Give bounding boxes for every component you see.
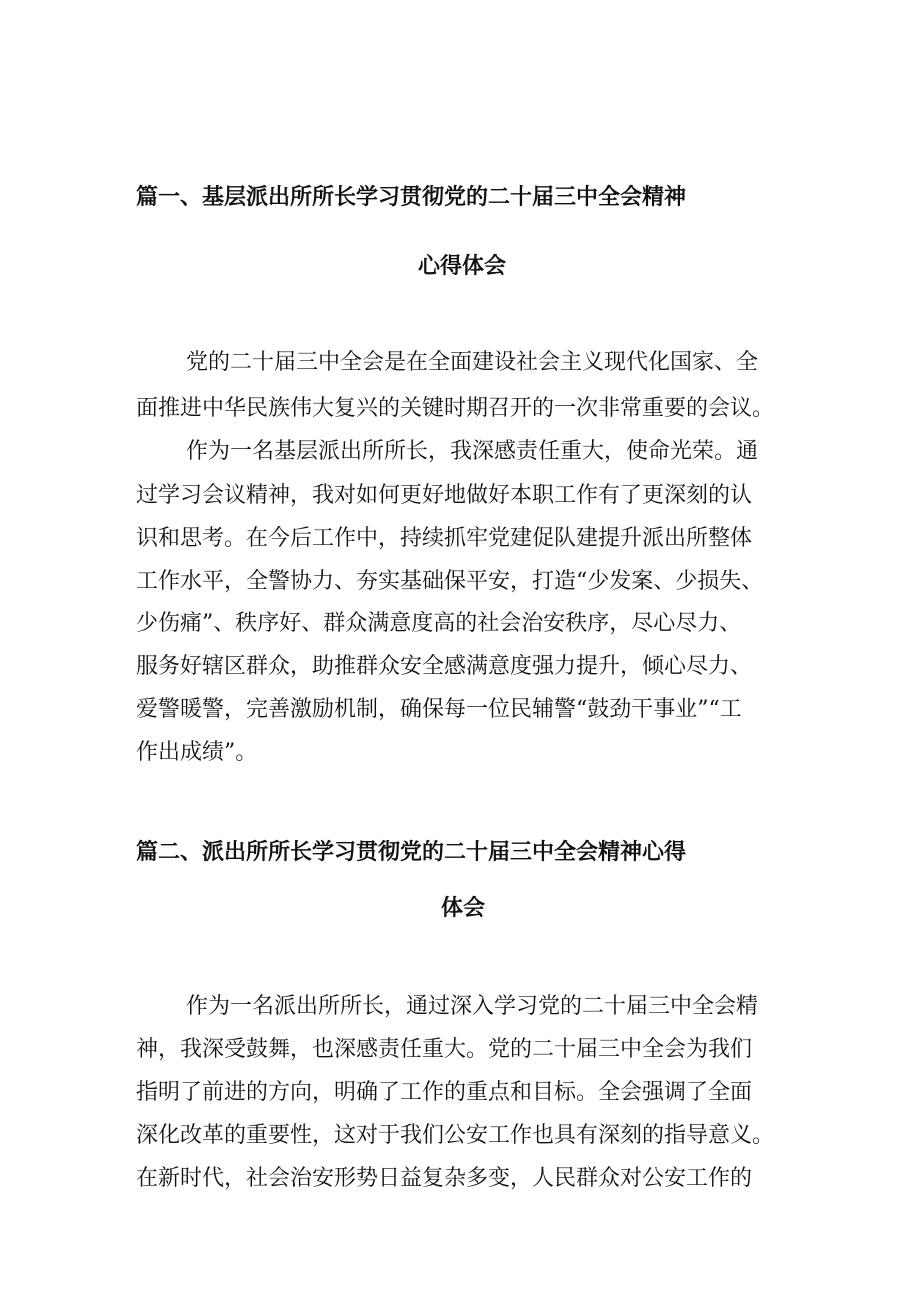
section2-paragraph-line: 深化改革的重要性，这对于我们公安工作也具有深刻的指导意义。 xyxy=(136,1123,775,1148)
section1-title-line1: 篇一、基层派出所所长学习贯彻党的二十届三中全会精神 xyxy=(136,185,687,210)
section1-title-line2: 心得体会 xyxy=(418,254,507,279)
section1-paragraph-line: 服务好辖区群众，助推群众安全感满意度强力提升，倾心尽力、 xyxy=(136,654,753,679)
section1-paragraph-line: 作出成绩”。 xyxy=(136,740,258,765)
section1-paragraph-line: 识和思考。在今后工作中，持续抓牢党建促队建提升派出所整体 xyxy=(136,526,753,551)
section1-paragraph-line: 面推进中华民族伟大复兴的关键时期召开的一次非常重要的会议。 xyxy=(136,396,775,421)
section2-title-line2: 体会 xyxy=(441,896,486,921)
section2-paragraph-line: 指明了前进的方向，明确了工作的重点和目标。全会强调了全面 xyxy=(136,1080,753,1105)
section1-paragraph-line: 党的二十届三中全会是在全面建设社会主义现代化国家、全 xyxy=(186,350,759,375)
section1-paragraph-line: 少伤痛”、秩序好、群众满意度高的社会治安秩序，尽心尽力、 xyxy=(136,611,742,636)
section1-paragraph-line: 过学习会议精神，我对如何更好地做好本职工作有了更深刻的认 xyxy=(136,483,753,508)
section2-paragraph-line: 神，我深受鼓舞，也深感责任重大。党的二十届三中全会为我们 xyxy=(136,1037,753,1062)
section1-paragraph-line: 作为一名基层派出所所长，我深感责任重大，使命光荣。通 xyxy=(186,439,759,464)
section1-paragraph-line: 工作水平，全警协力、夯实基础保平安，打造“少发案、少损失、 xyxy=(136,569,764,594)
section2-paragraph-line: 作为一名派出所所长，通过深入学习党的二十届三中全会精 xyxy=(186,994,759,1019)
section1-paragraph-line: 爱警暖警，完善激励机制，确保每一位民辅警“鼓劲干事业”“工 xyxy=(136,697,742,722)
section2-title-line1: 篇二、派出所所长学习贯彻党的二十届三中全会精神心得 xyxy=(136,840,687,865)
section2-paragraph-line: 在新时代，社会治安形势日益复杂多变，人民群众对公安工作的 xyxy=(136,1166,753,1191)
